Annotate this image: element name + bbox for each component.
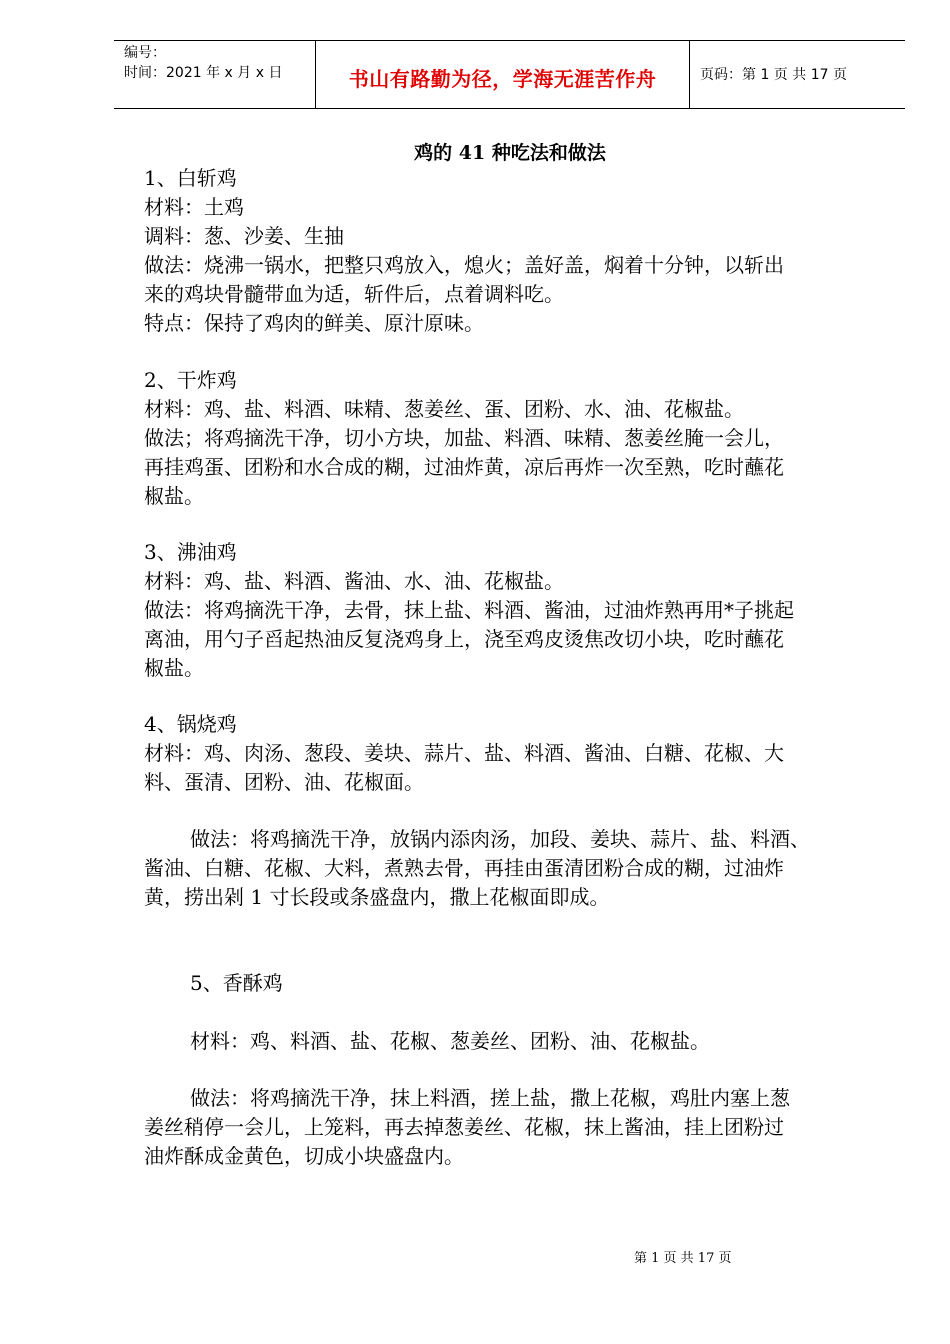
paragraph-line: 来的鸡块骨髓带血为适，斩件后，点着调料吃。 (144, 282, 564, 306)
paragraph-line: 姜丝稍停一会儿，上笼料，再去掉葱姜丝、花椒，抹上酱油，挂上团粉过 (144, 1115, 784, 1139)
paragraph-line: 做法：将鸡摘洗干净，抹上料酒，搓上盐，撒上花椒，鸡肚内塞上葱 (190, 1086, 790, 1110)
paragraph-line: 材料：鸡、肉汤、葱段、姜块、蒜片、盐、料酒、酱油、白糖、花椒、大 (144, 741, 784, 765)
paragraph-line: 料、蛋清、团粉、油、花椒面。 (144, 770, 424, 794)
section-heading: 2、干炸鸡 (144, 368, 237, 392)
paragraph-line: 材料：鸡、盐、料酒、味精、葱姜丝、蛋、团粉、水、油、花椒盐。 (144, 397, 744, 421)
header-meta-cell (114, 41, 316, 108)
header-motto-cell (316, 41, 690, 108)
paragraph-line: 椒盐。 (144, 484, 204, 508)
paragraph-line: 酱油、白糖、花椒、大料，煮熟去骨，再挂由蛋清团粉合成的糊，过油炸 (144, 856, 784, 880)
header-motto: 书山有路勤为径，学海无涯苦作舟 (348, 67, 657, 91)
section-heading: 4、锅烧鸡 (144, 712, 237, 736)
paragraph-line: 材料：鸡、料酒、盐、花椒、葱姜丝、团粉、油、花椒盐。 (190, 1029, 710, 1053)
document-number: 编号： (124, 45, 166, 61)
paragraph-line: 油炸酥成金黄色，切成小块盛盘内。 (144, 1144, 464, 1168)
paragraph-line: 椒盐。 (144, 656, 204, 680)
paragraph-line: 再挂鸡蛋、团粉和水合成的糊，过油炸黄，凉后再炸一次至熟，吃时蘸花 (144, 455, 784, 479)
document-time: 时间：2021 年 x 月 x 日 (124, 65, 283, 81)
document-title: 鸡的 41 种吃法和做法 (414, 142, 606, 164)
section-heading: 5、香酥鸡 (190, 971, 283, 995)
document-header (114, 40, 905, 109)
paragraph-line: 离油，用勺子舀起热油反复浇鸡身上，浇至鸡皮烫焦改切小块，吃时蘸花 (144, 627, 784, 651)
header-page-cell (690, 41, 905, 108)
page-footer: 第 1 页 共 17 页 (634, 1251, 732, 1266)
paragraph-line: 材料：鸡、盐、料酒、酱油、水、油、花椒盐。 (144, 569, 564, 593)
paragraph-line: 做法；将鸡摘洗干净，切小方块，加盐、料酒、味精、葱姜丝腌一会儿， (144, 426, 784, 450)
paragraph-line: 材料：土鸡 (144, 195, 244, 219)
paragraph-line: 特点：保持了鸡肉的鲜美、原汁原味。 (144, 311, 484, 335)
paragraph-line: 做法：将鸡摘洗干净，放锅内添肉汤，加段、姜块、蒜片、盐、料酒、 (190, 827, 810, 851)
paragraph-line: 调料：葱、沙姜、生抽 (144, 224, 344, 248)
paragraph-line: 黄，捞出剁 1 寸长段或条盛盘内，撒上花椒面即成。 (144, 885, 610, 909)
section-heading: 1、白斩鸡 (144, 166, 237, 190)
paragraph-line: 做法：烧沸一锅水，把整只鸡放入，熄火；盖好盖，焖着十分钟，以斩出 (144, 253, 784, 277)
paragraph-line: 做法：将鸡摘洗干净，去骨，抹上盐、料酒、酱油，过油炸熟再用*子挑起 (144, 598, 794, 622)
header-page-number: 页码：第 1 页 共 17 页 (700, 67, 847, 83)
section-heading: 3、沸油鸡 (144, 540, 237, 564)
